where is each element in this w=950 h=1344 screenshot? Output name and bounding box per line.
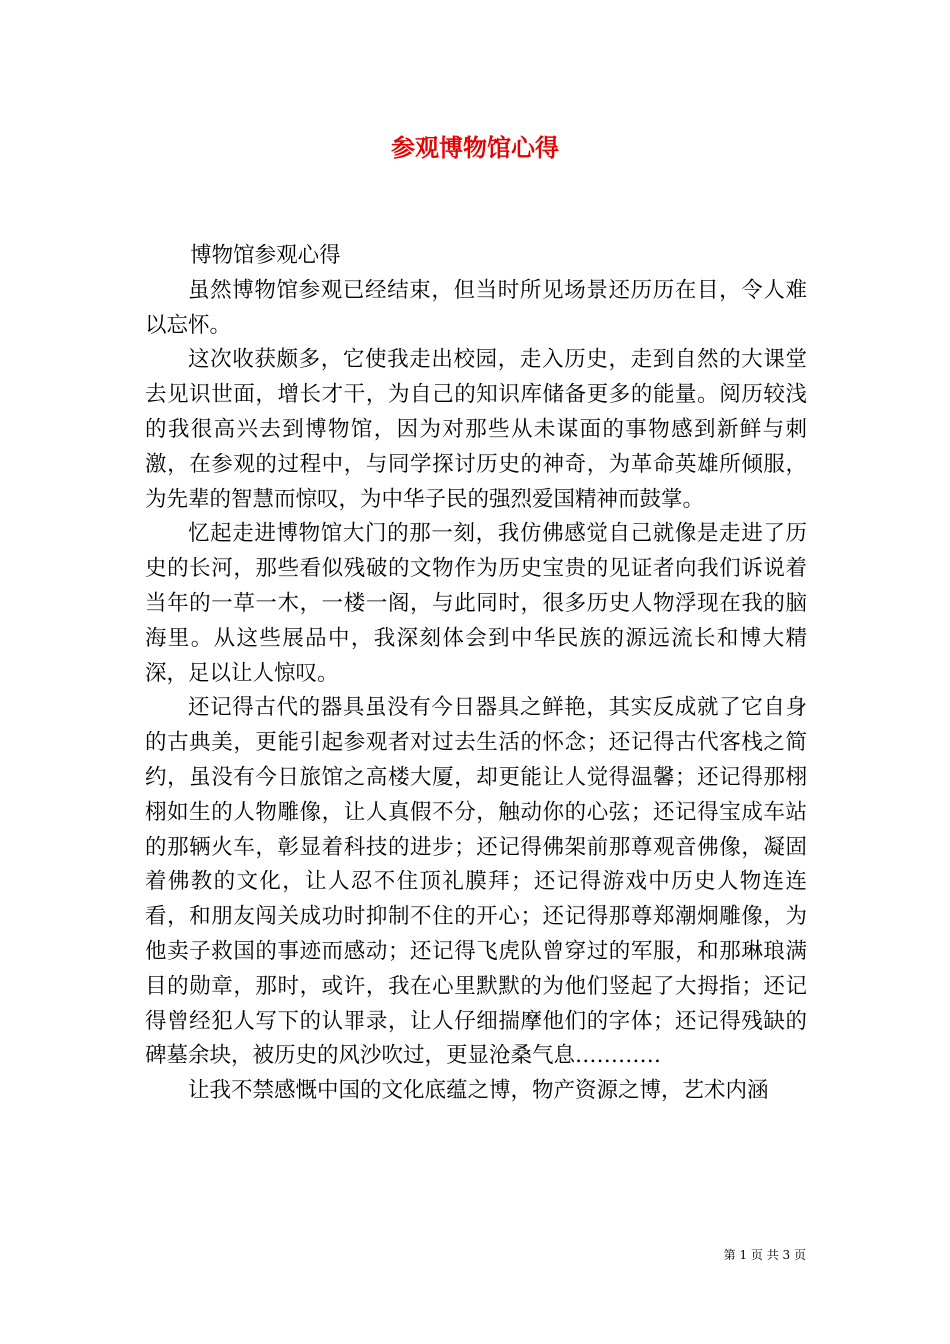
paragraph-4: 还记得古代的器具虽没有今日器具之鲜艳，其实反成就了它自身的古典美，更能引起参观者对过去生活的怀念；还记得古代客栈之简约，虽没有今日旅馆之高楼大厦，却更能让人觉得温馨；还记得那栩栩如生的人物雕像，让人真假不分，触动你的心弦；还记得宝成车站的那辆火车，彰显着科技的进步；还记得佛架前那尊观音佛像，凝固着佛教的文化，让人忍不住顶礼膜拜；还记得游戏中历史人物连连看，和朋友闯关成功时抑制不住的开心；还记得那尊郑潮炯雕像，为他卖子救国的事迹而感动；还记得飞虎队曾穿过的军服，和那琳琅满目的勋章，那时，或许，我在心里默默的为他们竖起了大拇指；还记得曾经犯人写下的认罪录，让人仔细揣摩他们的字体；还记得残缺的碑墓余块，被历史的风沙吹过，更显沧桑气息…………: [145, 695, 807, 1069]
page-number: 第 1 页 共 3 页: [723, 1248, 806, 1262]
document-title: 参观博物馆心得: [391, 133, 559, 162]
paragraph-1: 虽然博物馆参观已经结束，但当时所见场景还历历在目，令人难以忘怀。: [145, 277, 807, 338]
paragraph-5: 让我不禁感慨中国的文化底蕴之博，物产资源之博，艺术内涵: [188, 1078, 769, 1104]
document-body: [145, 239, 807, 1109]
document-subtitle: 博物馆参观心得: [190, 243, 341, 268]
paragraph-3: 忆起走进博物馆大门的那一刻，我仿佛感觉自己就像是走进了历史的长河，那些看似残破的文物作为历史宝贵的见证者向我们诉说着当年的一草一木，一楼一阁，与此同时，很多历史人物浮现在我的脑海里。从这些展品中，我深刻体会到中华民族的源远流长和博大精深，足以让人惊叹。: [145, 521, 807, 686]
paragraph-2: 这次收获颇多，它使我走出校园，走入历史，走到自然的大课堂去见识世面，增长才干，为自己的知识库储备更多的能量。阅历较浅的我很高兴去到博物馆，因为对那些从未谋面的事物感到新鲜与刺激，在参观的过程中，与同学探讨历史的神奇，为革命英雄所倾服，为先辈的智慧而惊叹，为中华子民的强烈爱国精神而鼓掌。: [145, 347, 807, 512]
